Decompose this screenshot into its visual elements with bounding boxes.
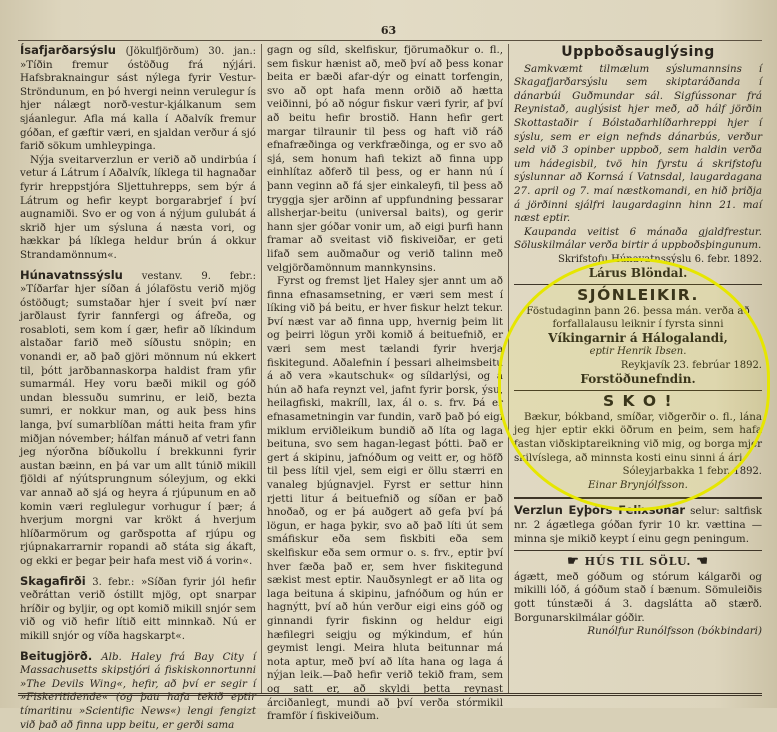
auction-text: Samkvæmt tilmælum sýslumannsins í Skagafjarðarsýslu sem skiptaráðanda í dánarbúi Guðmundar sál. Sigfússonar frá Reynistað, auglýsist hjer með, að hálf jörðin Skottastaðir í Bólstaðarhlíðarhreppi hjer í sýslu, sem er eign nefnds dánarbús, verður seld við 3 opinber uppboð, sem haldin verða um hádegisbil, tvö hin fyrstu á skrifstofu sýslunnar að Kornsá í Vatnsdal, laugardagana 27. april og 7. maí næstkomandi, en hið þriðja á jörðinni sjálfri laugardaginn hinn 21. maí næst eptir. (514, 62, 762, 225)
pointing-hand-icon: ☛ (567, 554, 580, 570)
plays-date: Reykjavík 23. febrúar 1892. (620, 360, 762, 372)
skagafjordur-heading: Skagafirði (20, 573, 86, 588)
house-for-sale-text: ágætt, með góðum og stórum kálgarði og mikilli lóð, á góðum stað í bænum. Sömuleiðis gott túnstæði á 3. dagslátta að stærð. Borgunarskilmálar góðir. (514, 570, 762, 624)
play-author: eptir Henrik Ibsen. (589, 346, 687, 358)
skagafjordur-date: 3. febr.: (92, 576, 135, 588)
column-divider-2 (508, 44, 509, 694)
column-1 (20, 44, 256, 732)
top-rule (18, 40, 762, 41)
isafjordur-date: (Jökulfjörðum) 30. jan.: (125, 46, 256, 57)
verzlun-text: selur: saltfisk nr. 2 ágætlega góðan fyrir 10 kr. vættina — minna sje mikið keypt í einu gegn peningum. (514, 505, 762, 545)
skagafjordur-text: »Síðan fyrir jól hefir veðráttan verið óstillt mjög, opt snarpar hríðir og byljir, og opt komið mikill snjór sem við og við hefir lítið eitt minnkað. Nú er mikill snjór og víða hagskarpt«. (20, 575, 256, 642)
house-for-sale-signature: Runólfur Runólfsson (bókbindari) (587, 625, 762, 638)
column-divider-1 (261, 44, 262, 694)
house-for-sale-label: HÚS TIL SÖLU. (584, 555, 692, 569)
plays-title: SJÓNLEIKIR. (577, 286, 699, 305)
beitugjord-text: Alb. Haley frá Bay City í Massachusetts skipstjóri á fiskiskonnortunni »The Devils Wing«, hefir, að því er segir í »Fiskeritidende« (og þau hafa tekið eptir tímaritinu »Scientific News«) lengi fengizt við það að finna upp beitu, er gerði sama (20, 650, 256, 731)
beitugjord-heading: Beitugjörð. (20, 648, 93, 663)
divider (514, 550, 762, 551)
beitugjord-continued-1: gagn og síld, skelfiskur, fjörumaðkur o. fl., sem fiskur hænist að, með því að þess konar beita er bæði afar-dýr og einatt torfengin, svo að opt hafa menn orðið að hætta veiðinni, þó að nógur fiskur væri fyrir, af því að beitu hefir brostið. Hann hefir gert margar tilraunir til þess og haft við ráð efnafræðinga og verkfræðinga, og er svo að sjá, sem honum hafi tekizt að finna upp einhlítaz aðferð til þess, og er hann nú í þann veginn að fá sjer einkaleyfi, til þess að tryggja sjer arðinn af uppfundning þessarar allsherjar-beitu (universal baits), og gerir hann sjer góðar vonir um, að eigi þurfi hann framar að sveitast við fiskiveiðar, er geti lifað sem auðmaður og verið talinn með velgjörðamönnum mannkynsins. (267, 44, 503, 274)
verzlun-heading: Verzlun Eyþórs Felixsonar (514, 503, 686, 518)
sko-signature: Einar Brynjólfsson. (588, 478, 688, 491)
sko-text: Bækur, bókband, smíðar, viðgerðir o. fl., lána jeg hjer eptir ekki öðrum en þeim, sem hafa fastan viðskiptareikning við mig, og borga mjer skilvíslega, að minnsta kosti einu sinni á ári. (514, 410, 762, 464)
column-2 (267, 44, 503, 724)
beitugjord-continued-2: Fyrst og fremst ljet Haley sjer annt um að finna efnasamsetning, er væri sem mest í líking við þá beitu, er hver fiskur helzt tekur. Því næst var að finna upp, hvernig þeim lit og þeirri lögun yrði komið á beituefnið, er væri sem mest tælandi fyrir hverja fiskitegund. Aðalefnin í þessari alheimsbeitu á að vera »kautschuk« og síldarlýsi, og á hún að hafa reynzt vel, jafnt fyrir þorsk, ýsu, heilagfiski, makríll, lax, ál o. s. frv. Þá er efnasametningin var fundin, varð það þó eigi miklum erviðleikum bundið að líta og laga beituna, svo sem hagan-legast þótti. Það er gert á skipinu, jafnóðum og veitt er, og höfð til þess lítil vjel, sem eigi er öllu stærri en vanaleg bjúgnavjel. Fyrst er settur hinn rjetti litur á beituefnið og síðan er það hnoðað, og er þá auðgert að gefa því þá lögun, er haga þykir, svo að það líti út sem smáfiskur eða sem fiskbiti eða sem skelfiskur eða sem ormur o. s. frv., eptir því hver fæða það er, sem hver fiskitegund sækist mest eptir. Nauðsynlegt er að lita og laga beituna á skipinu, jafnóðum og hún er hagnýtt, því að hún verður eigi eins góð og ginnandi fyrir fiskinn og heldur eigi hæfilegri seigju og mýkindum, ef hún geymist lengi. Meira hluta beitunnar má nota aptur, með því að líta hana og laga á nýjan leik.—Það hefir verið tekið fram, sem og satt er, að skyldi þetta reynast árciðanlegt, mundi að því verða stórmikil framför í fiskiveiðum. (267, 275, 503, 723)
column-3 (514, 44, 762, 639)
hunavatn-heading: Húnavatnssýslu (20, 267, 123, 282)
isafjordur-text-2: Nýja sveitarverzlun er verið að undirbúa í vetur á Látrum í Aðalvík, líklega til hagnaðar fyrir hreppstjóra Sljettuhrepps, sem býr á Látrum og hefir keypt borgarabrjef í því augnamiði. Svo er og von á nýjum gulubát á skrið hjer um sýsluna á næsta vori, og hækkar þá líklega heldur brún á okkur Strandamönnum«. (20, 153, 256, 261)
auction-title: Uppboðsauglýsing (561, 44, 715, 60)
play-name: Víkingarnir á Hálogalandi, (548, 330, 728, 345)
house-for-sale-title (514, 555, 762, 569)
divider (514, 497, 762, 499)
divider (514, 390, 762, 391)
plays-signature: Forstöðunefndin. (580, 371, 696, 386)
auction-signature: Lárus Blöndal. (588, 265, 688, 280)
isafjordur-text: »Tíðin fremur óstöðug frá nýjári. Hafsbraknaingur sást nýlega fyrir Vestur-Ströndunum, en þó hvergi neinn verulegur ís hjer nálægt norð-vestur-kjálkanum sem sjáanlegur. Afla má kalla í Aðalvík fremur góðan, ef gæftir væri, en sjaldan verður á sjó farið sökum umhleypinga. (20, 58, 256, 153)
isafjordur-heading: Ísafjarðarsýslu (20, 43, 116, 57)
auction-terms: Kaupanda veitist 6 mánaða gjaldfrestur. Söluskilmálar verða birtir á uppboðsþingunum. (514, 225, 762, 252)
auction-place-date: Skrifstofu Húnavatnssýslu 6. febr. 1892. (558, 253, 762, 265)
sko-date: Sóleyjarbakka 1 febr. 1892. (622, 466, 762, 478)
page-number: 63 (380, 24, 397, 37)
divider (514, 284, 762, 285)
pointing-hand-left-icon: ☚ (696, 554, 709, 570)
plays-text: Föstudaginn þann 26. þessa mán. verða að forfallalausu leiknir í fyrsta sinni (526, 304, 750, 331)
sko-title: S K O ! (602, 392, 674, 411)
hunavatn-date: vestanv. 9. febr.: (141, 270, 256, 282)
hunavatn-text: »Tíðarfar hjer síðan á jólaföstu verið mjög óstöðugt; sumstaðar hjer í sveit því nær jarðlaust fyrir fannfergi og áfreða, og rosabloti, sem kom í gær, hefir að líkindum alstaðar farið með síðustu snöpin; en vonandi er, að það gjöri mönnum nú ekkert til, þótt jarðbannaskorpa haldist fram yfir sumarmál. Hey voru bæði mikil og góð undan blessuðu sumrinu, er leið, bezta sumri, er nokkur man, og auk þess hins langa, því sumarblíðan mátti heita fram yfir miðjan nóvember; hálfan mánuð af vetri fann jeg nýorðna bíðukollu í brekkunni fyrir austan bæinn, en þá var um allt túnið mikill fjöldi af nýútsprungnum sóleyjum, og ekki var annað að sjá og heyra á rjúpunum en að komin væri reglulegur vorhugur í þær; á hverjum morgni var krökt á hverjum hlíðarmörum og garðspotta af rjúpu og rjúpnakarrarnir ropandi að státa sig ákaft, og ekki er þegar þeir hafa mest við á vorin«. (20, 283, 256, 567)
bottom-rule (18, 693, 762, 696)
